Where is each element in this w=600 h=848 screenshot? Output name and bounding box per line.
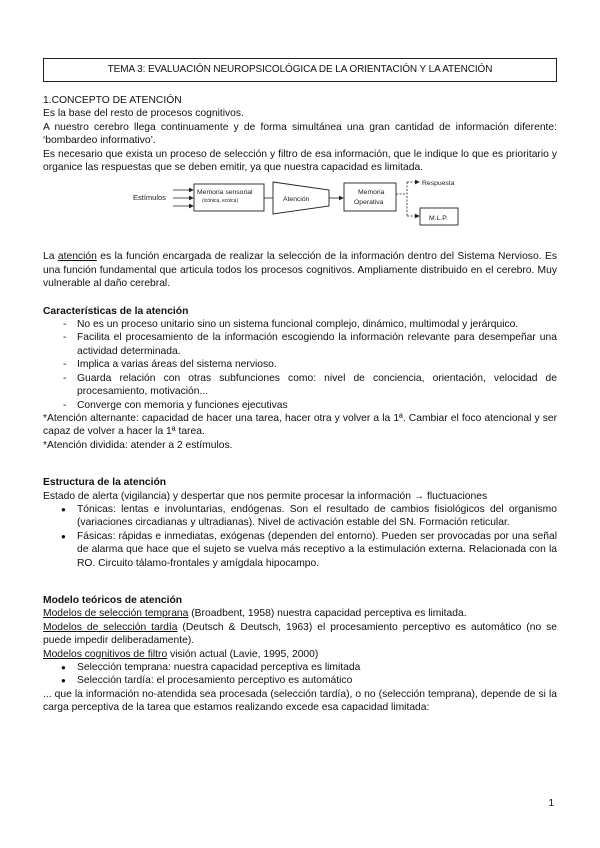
diagram-sensory-label: Memoria sensorial (197, 189, 253, 197)
title-box (43, 58, 557, 82)
document-title: TEMA 3: EVALUACIÓN NEUROPSICOLÓGICA DE LA ORIENTACIÓN Y LA ATENCIÓN (107, 64, 493, 76)
section-heading-concept: 1.CONCEPTO DE ATENCIÓN (43, 95, 182, 106)
list-item: - Guarda relación con otras subfunciones como: nivel de conciencia, orientación, velocidad de procesamiento, motivación... (43, 372, 557, 399)
attention-term: atención (57, 251, 97, 263)
list-item: - No es un proceso unitario sino un sistema funcional complejo, dinámico, multimodal y jerárquico. (43, 318, 557, 331)
page-number: 1 (548, 798, 554, 809)
attention-diagram (43, 178, 557, 238)
diagram-box-operative (344, 183, 396, 211)
structure-list (43, 503, 557, 570)
structure-intro: Estado de alerta (vigilancia) y despertar que nos permite procesar la información → fluctuaciones (43, 490, 488, 502)
paragraph: Es necesario que exista un proceso de selección y filtro de esa información, que le indique lo que es prioritario y organice las respuestas que se deben emitir, ya que nuestra capacidad es limitada. (43, 148, 557, 174)
paragraph: A nuestro cerebro llega continuamente y de forma simultánea una gran cantidad de información diferente: ‘bombardeo informativo’. (43, 121, 557, 147)
diagram-response-label: Respuesta (422, 180, 455, 188)
document-page (43, 58, 557, 715)
list-item: - Converge con memoria y funciones ejecutivas (43, 399, 557, 412)
note-divided: *Atención dividida: atender a 2 estímulos. (43, 439, 233, 451)
characteristics-heading: Características de la atención (43, 305, 189, 317)
list-item: - Implica a varias áreas del sistema nervioso. (43, 358, 557, 371)
diagram-sensory-sub: (icónica, ecoica) (202, 198, 239, 205)
model-filter: Modelos cognitivos de filtro visión actual (Lavie, 1995, 2000) (43, 648, 319, 660)
attention-flow-diagram (129, 178, 469, 236)
diagram-attention-label: Atención (283, 196, 310, 204)
model-early: Modelos de selección temprana (Broadbent, 1958) nuestra capacidad perceptiva es limitada. (43, 608, 467, 620)
list-item: ● Selección temprana: nuestra capacidad perceptiva es limitada (43, 661, 557, 674)
diagram-operative-label-2: Operativa (354, 199, 384, 207)
models-heading: Modelo teóricos de atención (43, 594, 183, 606)
characteristics-list (43, 318, 557, 412)
diagram-operative-label-1: Memoria (358, 189, 385, 197)
definition-paragraph: La atención es la función encargada de realizar la selección de la información dentro del Sistema Nervioso. Es una función fundamental que articula todos los procesos cognitivos. Ampliamente distribuido en el cerebro. Muy vulnerable al daño cerebral. (43, 251, 557, 290)
list-item: ● Tónicas: lentas e involuntarias, endógenas. Son el resultado de cambios fisiológicos del organismo (variaciones circadianas y ultradianas). Nivel de activación estable del SN. Formación reticular. (43, 503, 557, 530)
list-item: ● Selección tardía: el procesamiento perceptivo es automático (43, 674, 557, 687)
structure-heading: Estructura de la atención (43, 477, 167, 489)
list-item: - Facilita el procesamiento de la información escogiendo la información relevante para desempeñar una actividad determinada. (43, 331, 557, 358)
note-alternating: *Atención alternante: capacidad de hacer una tarea, hacer otra y volver a la 1ª. Cambiar el foco atencional y ser capaz de volver a hacer la 1ª tarea. (43, 412, 557, 438)
list-item: ● Fásicas: rápidas e inmediatas, exógenas (dependen del entorno). Pueden ser provocadas por una señal de alarma que hace que el sujeto se vuelva más receptivo a la estimulación externa. Relacionada con la RO. Circuito tálamo-frontales y amígdala hipocampo. (43, 530, 557, 570)
models-closing: ... que la información no-atendida sea procesada (selección tardía), o no (selección temprana), depende de si la carga perceptiva de la tarea que estamos realizando excede esa capacidad limitada: (43, 688, 557, 714)
diagram-stimuli-label: Estímulos (133, 193, 166, 203)
model-late: Modelos de selección tardía (Deutsch & Deutsch, 1963) el procesamiento perceptivo es automático (no se puede impedir deliberadamente). (43, 621, 557, 647)
paragraph: Es la base del resto de procesos cognitivos. (43, 108, 244, 120)
diagram-mlp-label: M.L.P. (429, 215, 448, 223)
models-list (43, 661, 557, 688)
